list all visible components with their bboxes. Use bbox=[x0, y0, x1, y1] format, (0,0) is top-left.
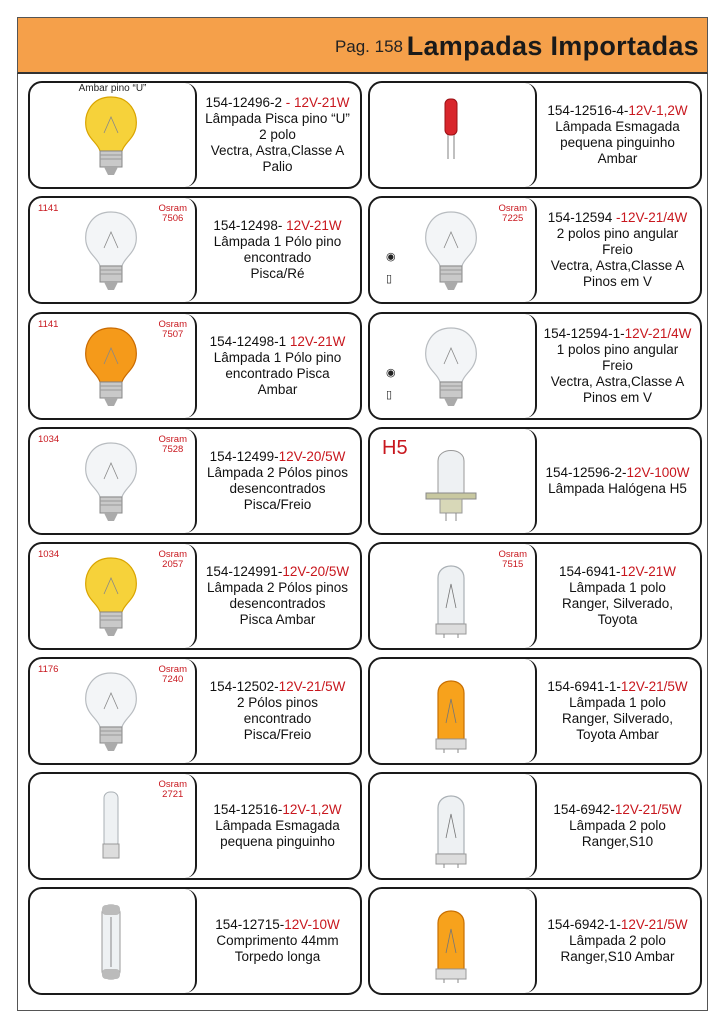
product-image-panel bbox=[30, 314, 197, 418]
description-line: Lâmpada Halógena H5 bbox=[548, 481, 687, 496]
page-header bbox=[17, 17, 708, 74]
product-spec: 12V-21/5W bbox=[620, 917, 688, 932]
product-description bbox=[195, 774, 360, 878]
description-line: Pisca/Freio bbox=[243, 497, 312, 512]
description-line: desencontrados bbox=[229, 596, 326, 611]
product-description bbox=[195, 198, 360, 302]
product-code: 154-12516-4- bbox=[547, 103, 629, 118]
description-line: Comprimento 44mm bbox=[216, 933, 339, 948]
product-description bbox=[535, 198, 700, 302]
product-description bbox=[195, 659, 360, 763]
product-spec: 12V-21W bbox=[620, 564, 677, 579]
product-card bbox=[368, 542, 702, 650]
product-image-panel bbox=[30, 83, 197, 187]
product-description bbox=[195, 889, 360, 993]
image-caption: Ambar pino “U” bbox=[78, 83, 147, 94]
product-spec: - 12V-21W bbox=[282, 95, 350, 110]
description-line: Pinos em V bbox=[582, 274, 652, 289]
description-line: pequena pinguinho bbox=[560, 135, 675, 150]
product-card bbox=[28, 772, 362, 880]
product-code: 154-12498- bbox=[213, 218, 283, 233]
product-spec: 12V-21/4W bbox=[624, 326, 692, 341]
socket-icon: ◉ bbox=[386, 251, 396, 263]
product-code: 154-6941-1- bbox=[547, 679, 621, 694]
description-line: 2 polo bbox=[259, 127, 296, 142]
product-card bbox=[368, 887, 702, 995]
product-spec: 12V-21/5W bbox=[620, 679, 688, 694]
description-line: Freio bbox=[602, 242, 633, 257]
base-icon: ▯ bbox=[386, 389, 393, 401]
description-line: Torpedo longa bbox=[234, 949, 321, 964]
product-code: 154-6942- bbox=[553, 802, 615, 817]
product-spec: 12V-100W bbox=[626, 465, 690, 480]
description-line: Lâmpada 2 polo bbox=[569, 933, 666, 948]
product-description bbox=[535, 544, 700, 648]
osram-reference: Osram 7240 bbox=[158, 664, 187, 685]
osram-reference: Osram 2721 bbox=[158, 779, 187, 800]
product-code: 154-12496-2 bbox=[205, 95, 283, 110]
product-description bbox=[195, 544, 360, 648]
product-image-panel bbox=[370, 83, 537, 187]
reference-number: 1034 bbox=[38, 434, 60, 445]
h5-label: H5 bbox=[382, 437, 408, 459]
product-image-panel bbox=[30, 544, 197, 648]
product-code: 154-12498-1 bbox=[209, 334, 287, 349]
product-code: 154-6941- bbox=[558, 564, 621, 579]
product-card bbox=[28, 887, 362, 995]
page-number: Pag. 158 bbox=[334, 37, 403, 56]
description-line: desencontrados bbox=[229, 481, 326, 496]
description-line: Vectra, Astra,Classe A bbox=[550, 258, 685, 273]
product-spec: 12V-21W bbox=[282, 218, 342, 233]
product-image-panel bbox=[370, 659, 537, 763]
product-description bbox=[195, 83, 360, 187]
product-card bbox=[368, 196, 702, 304]
product-description bbox=[535, 774, 700, 878]
description-line: encontrado bbox=[243, 711, 312, 726]
product-card bbox=[368, 312, 702, 420]
description-line: Lâmpada 1 Pólo pino bbox=[213, 350, 342, 365]
description-line: Lâmpada 2 Pólos pinos bbox=[206, 580, 349, 595]
description-line: Pinos em V bbox=[582, 390, 652, 405]
product-spec: 12V-21W bbox=[286, 334, 346, 349]
product-spec: 12V-20/5W bbox=[282, 564, 350, 579]
product-code: 154-12594 bbox=[547, 210, 613, 225]
product-image-panel bbox=[370, 774, 537, 878]
description-line: Ranger, Silverado, bbox=[561, 711, 674, 726]
description-line: Pisca/Freio bbox=[243, 727, 312, 742]
product-code: 154-12499- bbox=[209, 449, 279, 464]
description-line: Ranger,S10 bbox=[581, 834, 654, 849]
description-line: Ambar bbox=[257, 382, 298, 397]
product-description bbox=[535, 659, 700, 763]
product-description bbox=[535, 889, 700, 993]
description-line: pequena pinguinho bbox=[220, 834, 335, 849]
description-line: Lâmpada 1 Pólo pino bbox=[213, 234, 342, 249]
product-spec: -12V-21/4W bbox=[612, 210, 688, 225]
description-line: Lâmpada 2 polo bbox=[569, 818, 666, 833]
osram-reference: Osram 7506 bbox=[158, 203, 187, 224]
description-line: Palio bbox=[262, 159, 293, 174]
description-line: encontrado Pisca bbox=[225, 366, 330, 381]
osram-reference: Osram 2057 bbox=[158, 549, 187, 570]
product-spec: 12V-1,2W bbox=[282, 802, 342, 817]
product-card bbox=[368, 427, 702, 535]
product-image-panel bbox=[30, 774, 197, 878]
product-description bbox=[195, 314, 360, 418]
description-line: Lâmpada 1 polo bbox=[569, 695, 666, 710]
description-line: Toyota bbox=[597, 612, 638, 627]
description-line: 2 Pólos pinos bbox=[236, 695, 319, 710]
osram-reference: Osram 7528 bbox=[158, 434, 187, 455]
product-code: 154-12516- bbox=[213, 802, 283, 817]
product-spec: 12V-21/5W bbox=[278, 679, 346, 694]
product-card bbox=[28, 81, 362, 189]
socket-icon: ◉ bbox=[386, 367, 396, 379]
product-card bbox=[28, 196, 362, 304]
description-line: Lâmpada Esmagada bbox=[555, 119, 680, 134]
product-code: 154-12715- bbox=[215, 917, 285, 932]
product-card bbox=[28, 312, 362, 420]
description-line: Lâmpada 2 Pólos pinos bbox=[206, 465, 349, 480]
product-description bbox=[535, 83, 700, 187]
description-line: Pisca Ambar bbox=[239, 612, 316, 627]
description-line: Toyota Ambar bbox=[576, 727, 659, 742]
product-spec: 12V-10W bbox=[284, 917, 340, 932]
product-description bbox=[195, 429, 360, 533]
description-line: Ranger, Silverado, bbox=[561, 596, 674, 611]
description-line: Lâmpada Pisca pino “U” bbox=[205, 111, 350, 126]
product-code: 154-6942-1- bbox=[547, 917, 621, 932]
reference-number: 1141 bbox=[38, 319, 59, 330]
description-line: Vectra, Astra,Classe A bbox=[550, 374, 685, 389]
reference-number: 1176 bbox=[38, 664, 59, 675]
product-code: 154-12502- bbox=[209, 679, 279, 694]
description-line: 1 polos pino angular bbox=[556, 342, 679, 357]
page-title: Lampadas Importadas bbox=[406, 31, 699, 61]
description-line: 2 polos pino angular bbox=[556, 226, 679, 241]
product-spec: 12V-20/5W bbox=[278, 449, 346, 464]
description-line: Ambar bbox=[597, 151, 638, 166]
description-line: Vectra, Astra,Classe A bbox=[210, 143, 345, 158]
product-image-panel bbox=[30, 889, 197, 993]
product-image-panel bbox=[30, 198, 197, 302]
product-card bbox=[368, 772, 702, 880]
product-image-panel bbox=[370, 314, 537, 418]
product-image-panel bbox=[370, 429, 537, 533]
product-card bbox=[28, 427, 362, 535]
product-card bbox=[368, 81, 702, 189]
product-image-panel bbox=[370, 198, 537, 302]
reference-number: 1141 bbox=[38, 203, 59, 214]
osram-reference: Osram 7225 bbox=[498, 203, 527, 224]
product-code: 154-12596-2- bbox=[545, 465, 627, 480]
product-description bbox=[535, 314, 700, 418]
description-line: encontrado bbox=[243, 250, 312, 265]
product-card bbox=[368, 657, 702, 765]
osram-reference: Osram 7507 bbox=[158, 319, 187, 340]
osram-reference: Osram 7515 bbox=[498, 549, 527, 570]
product-image-panel bbox=[370, 544, 537, 648]
product-card bbox=[28, 657, 362, 765]
base-icon: ▯ bbox=[386, 273, 393, 285]
product-card bbox=[28, 542, 362, 650]
product-code: 154-12594-1- bbox=[543, 326, 625, 341]
product-code: 154-124991- bbox=[205, 564, 283, 579]
description-line: Freio bbox=[602, 358, 633, 373]
product-image-panel bbox=[30, 429, 197, 533]
description-line: Lâmpada Esmagada bbox=[215, 818, 340, 833]
product-spec: 12V-21/5W bbox=[614, 802, 682, 817]
product-image-panel bbox=[30, 659, 197, 763]
product-description bbox=[535, 429, 700, 533]
description-line: Pisca/Ré bbox=[250, 266, 305, 281]
description-line: Ranger,S10 Ambar bbox=[560, 949, 675, 964]
product-spec: 12V-1,2W bbox=[628, 103, 688, 118]
reference-number: 1034 bbox=[38, 549, 60, 560]
description-line: Lâmpada 1 polo bbox=[569, 580, 666, 595]
product-image-panel bbox=[370, 889, 537, 993]
